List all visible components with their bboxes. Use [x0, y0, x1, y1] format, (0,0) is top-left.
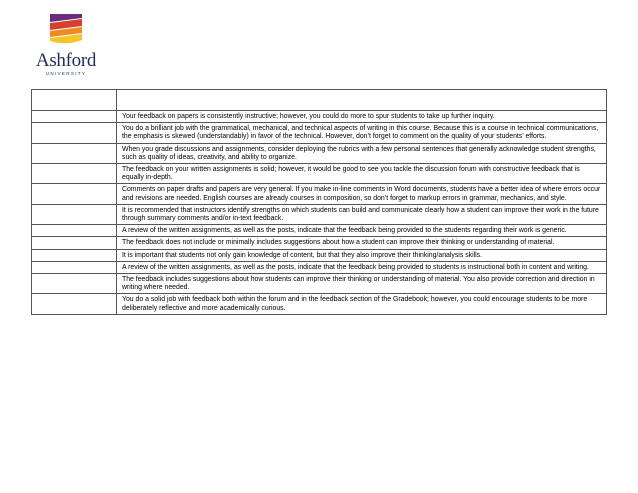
table-row: [32, 111, 607, 123]
feedback-table: [31, 89, 607, 315]
row-label-cell: [32, 294, 117, 314]
row-label-cell: [32, 143, 117, 163]
row-comment-cell: The feedback includes suggestions about how students can improve their thinking or understanding of material. You also provide correction and direction in writing where needed.: [117, 274, 607, 294]
table-row: [32, 204, 607, 224]
row-label-cell: [32, 164, 117, 184]
row-label-cell: [32, 261, 117, 273]
table-row: [32, 249, 607, 261]
row-comment-cell: A review of the written assignments, as well as the posts, indicate that the feedback being provided to students is instructional both in content and writing.: [117, 261, 607, 273]
table-row: [32, 237, 607, 249]
row-comment-cell: A review of the written assignments, as well as the posts, indicate that the feedback being provided to the students regarding their work is generic.: [117, 225, 607, 237]
row-label-cell: [32, 237, 117, 249]
row-comment-cell: Your feedback on papers is consistently instructive; however, you could do more to spur students to take up further inquiry.: [117, 111, 607, 123]
row-label-cell: [32, 111, 117, 123]
ashford-logo: [30, 14, 102, 76]
table-row: [32, 294, 607, 314]
row-comment-cell: It is important that students not only gain knowledge of content, but that they also improve their thinking/analysis skills.: [117, 249, 607, 261]
table-row: [32, 225, 607, 237]
table-row: [32, 261, 607, 273]
table-row: [32, 143, 607, 163]
row-comment-cell: The feedback on your written assignments is solid; however, it would be good to see you tackle the discussion forum with constructive feedback that is equally in-depth.: [117, 164, 607, 184]
table-row: [32, 123, 607, 143]
row-label-cell: [32, 204, 117, 224]
row-label-cell: [32, 274, 117, 294]
row-label-cell: [32, 184, 117, 204]
row-comment-cell: You do a solid job with feedback both within the forum and in the feedback section of the Gradebook; however, you could encourage students to be more deliberately reflective and more academically curious.: [117, 294, 607, 314]
table-row: [32, 274, 607, 294]
header-cell-label: [32, 90, 117, 111]
row-label-cell: [32, 123, 117, 143]
row-comment-cell: The feedback does not include or minimally includes suggestions about how a student can improve their thinking or understanding of material.: [117, 237, 607, 249]
row-comment-cell: You do a brilliant job with the grammatical, mechanical, and technical aspects of writing in this course. Because this is a course in technical communications, the emphasis is skewed (understandably) in favor of the technical. However, don’t forget to comment on the quality of your students’ efforts.: [117, 123, 607, 143]
logo-subtitle: UNIVERSITY: [45, 71, 87, 76]
table-row: [32, 164, 607, 184]
row-label-cell: [32, 249, 117, 261]
shield-icon: [50, 14, 82, 48]
header-cell-comment: [117, 90, 607, 111]
row-label-cell: [32, 225, 117, 237]
row-comment-cell: Comments on paper drafts and papers are very general. If you make in-line comments in Word documents, students have a better idea of where errors occur and revisions are needed. English courses are already courses in composition, so don’t forget to markup errors in grammar, mechanics, and style.: [117, 184, 607, 204]
table-header-row: [32, 90, 607, 111]
row-comment-cell: It is recommended that instructors identify strengths on which students can build and communicate clearly how a student can improve their work in the future through summary comments and/or in-text feedback.: [117, 204, 607, 224]
logo-name: Ashford: [35, 50, 97, 71]
row-comment-cell: When you grade discussions and assignments, consider deploying the rubrics with a few personal sentences that generally acknowledge student strengths, such as quality of ideas, creativity, and ability to organize.: [117, 143, 607, 163]
table-row: [32, 184, 607, 204]
